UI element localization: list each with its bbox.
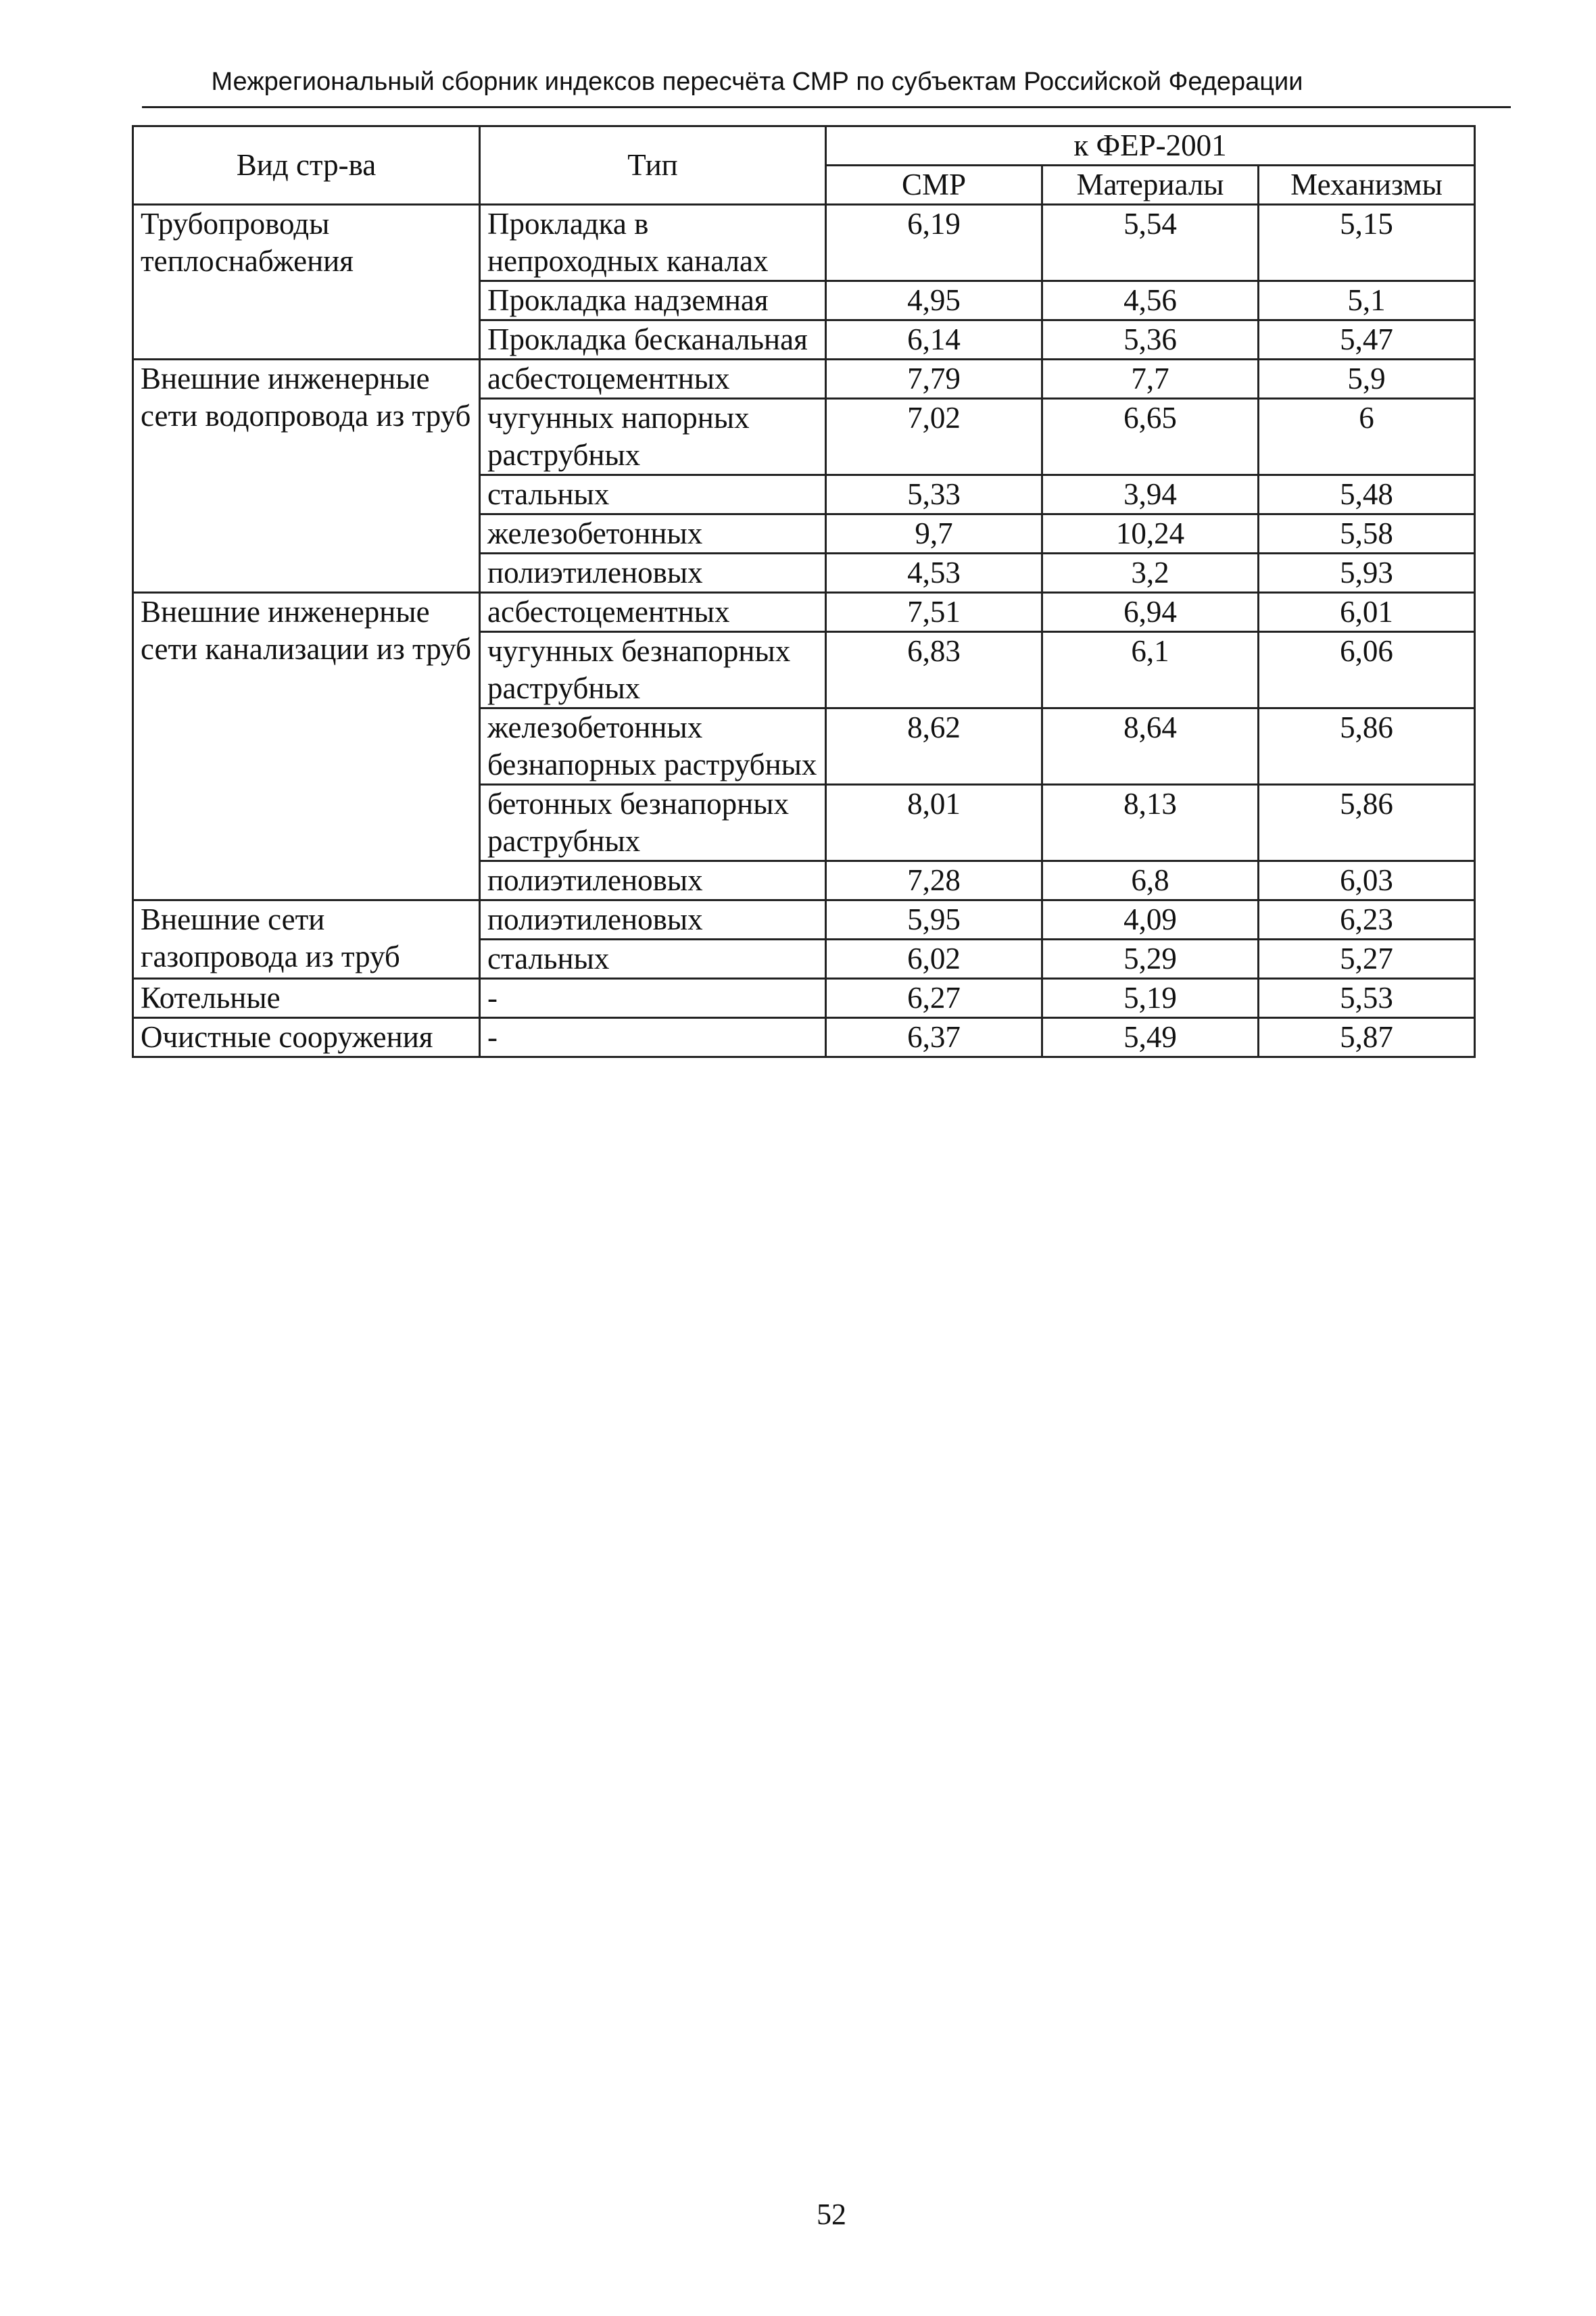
type-cell: полиэтиленовых (480, 861, 826, 900)
materials-cell: 5,29 (1042, 940, 1259, 979)
smr-cell: 7,28 (826, 861, 1042, 900)
smr-cell: 6,27 (826, 979, 1042, 1018)
smr-cell: 6,02 (826, 940, 1042, 979)
mechanisms-cell: 5,86 (1259, 708, 1475, 785)
mechanisms-cell: 5,47 (1259, 320, 1475, 360)
type-cell: железобетонных безнапорных раструбных (480, 708, 826, 785)
page-header-title: Межрегиональный сборник индексов пересчёта СМР по субъектам Российской Федерации (211, 68, 1303, 96)
header-type: Тип (480, 126, 826, 205)
smr-cell: 4,95 (826, 281, 1042, 320)
type-cell: чугунных безнапорных раструбных (480, 632, 826, 708)
header-materials: Материалы (1042, 166, 1259, 205)
materials-cell: 5,49 (1042, 1018, 1259, 1057)
type-cell: полиэтиленовых (480, 554, 826, 593)
group-kind-cell: Котельные (133, 979, 480, 1018)
materials-cell: 6,94 (1042, 593, 1259, 632)
table-row (133, 1018, 1475, 1057)
mechanisms-cell: 5,58 (1259, 514, 1475, 554)
mechanisms-cell: 6,06 (1259, 632, 1475, 708)
materials-cell: 8,64 (1042, 708, 1259, 785)
materials-cell: 8,13 (1042, 785, 1259, 861)
mechanisms-cell: 5,87 (1259, 1018, 1475, 1057)
mechanisms-cell: 5,27 (1259, 940, 1475, 979)
smr-cell: 8,01 (826, 785, 1042, 861)
mechanisms-cell: 5,53 (1259, 979, 1475, 1018)
type-cell: - (480, 979, 826, 1018)
table-row (133, 205, 1475, 281)
mechanisms-cell: 5,48 (1259, 475, 1475, 514)
table-row (133, 593, 1475, 632)
group-kind-cell: Внешние инженерные сети водопровода из труб (133, 360, 480, 593)
smr-cell: 4,53 (826, 554, 1042, 593)
index-table (132, 125, 1476, 1058)
smr-cell: 5,95 (826, 900, 1042, 940)
smr-cell: 7,02 (826, 399, 1042, 475)
smr-cell: 5,33 (826, 475, 1042, 514)
mechanisms-cell: 5,93 (1259, 554, 1475, 593)
group-kind-cell: Трубопроводы теплоснабжения (133, 205, 480, 360)
type-cell: - (480, 1018, 826, 1057)
smr-cell: 6,14 (826, 320, 1042, 360)
mechanisms-cell: 6 (1259, 399, 1475, 475)
smr-cell: 6,83 (826, 632, 1042, 708)
materials-cell: 4,56 (1042, 281, 1259, 320)
smr-cell: 7,79 (826, 360, 1042, 399)
header-smr: СМР (826, 166, 1042, 205)
materials-cell: 3,2 (1042, 554, 1259, 593)
header-divider (142, 106, 1511, 108)
materials-cell: 6,1 (1042, 632, 1259, 708)
materials-cell: 6,8 (1042, 861, 1259, 900)
materials-cell: 4,09 (1042, 900, 1259, 940)
type-cell: бетонных безнапорных раструбных (480, 785, 826, 861)
materials-cell: 7,7 (1042, 360, 1259, 399)
type-cell: асбестоцементных (480, 593, 826, 632)
mechanisms-cell: 5,1 (1259, 281, 1475, 320)
smr-cell: 7,51 (826, 593, 1042, 632)
group-kind-cell: Очистные сооружения (133, 1018, 480, 1057)
mechanisms-cell: 5,15 (1259, 205, 1475, 281)
header-mechanisms: Механизмы (1259, 166, 1475, 205)
materials-cell: 5,54 (1042, 205, 1259, 281)
header-kind: Вид стр-ва (133, 126, 480, 205)
smr-cell: 6,37 (826, 1018, 1042, 1057)
smr-cell: 8,62 (826, 708, 1042, 785)
materials-cell: 5,19 (1042, 979, 1259, 1018)
table-row (133, 900, 1475, 940)
page-number: 52 (817, 2198, 846, 2231)
mechanisms-cell: 6,01 (1259, 593, 1475, 632)
materials-cell: 10,24 (1042, 514, 1259, 554)
smr-cell: 6,19 (826, 205, 1042, 281)
header-fer-2001: к ФЕР-2001 (826, 126, 1475, 166)
mechanisms-cell: 6,23 (1259, 900, 1475, 940)
mechanisms-cell: 6,03 (1259, 861, 1475, 900)
type-cell: железобетонных (480, 514, 826, 554)
group-kind-cell: Внешние инженерные сети канализации из труб (133, 593, 480, 900)
group-kind-cell: Внешние сети газопровода из труб (133, 900, 480, 979)
type-cell: полиэтиленовых (480, 900, 826, 940)
smr-cell: 9,7 (826, 514, 1042, 554)
type-cell: чугунных напорных раструбных (480, 399, 826, 475)
type-cell: стальных (480, 940, 826, 979)
type-cell: стальных (480, 475, 826, 514)
mechanisms-cell: 5,86 (1259, 785, 1475, 861)
table-row (133, 360, 1475, 399)
mechanisms-cell: 5,9 (1259, 360, 1475, 399)
materials-cell: 3,94 (1042, 475, 1259, 514)
materials-cell: 6,65 (1042, 399, 1259, 475)
type-cell: Прокладка бесканальная (480, 320, 826, 360)
table-row (133, 979, 1475, 1018)
materials-cell: 5,36 (1042, 320, 1259, 360)
type-cell: Прокладка надземная (480, 281, 826, 320)
type-cell: асбестоцементных (480, 360, 826, 399)
type-cell: Прокладка в непроходных каналах (480, 205, 826, 281)
